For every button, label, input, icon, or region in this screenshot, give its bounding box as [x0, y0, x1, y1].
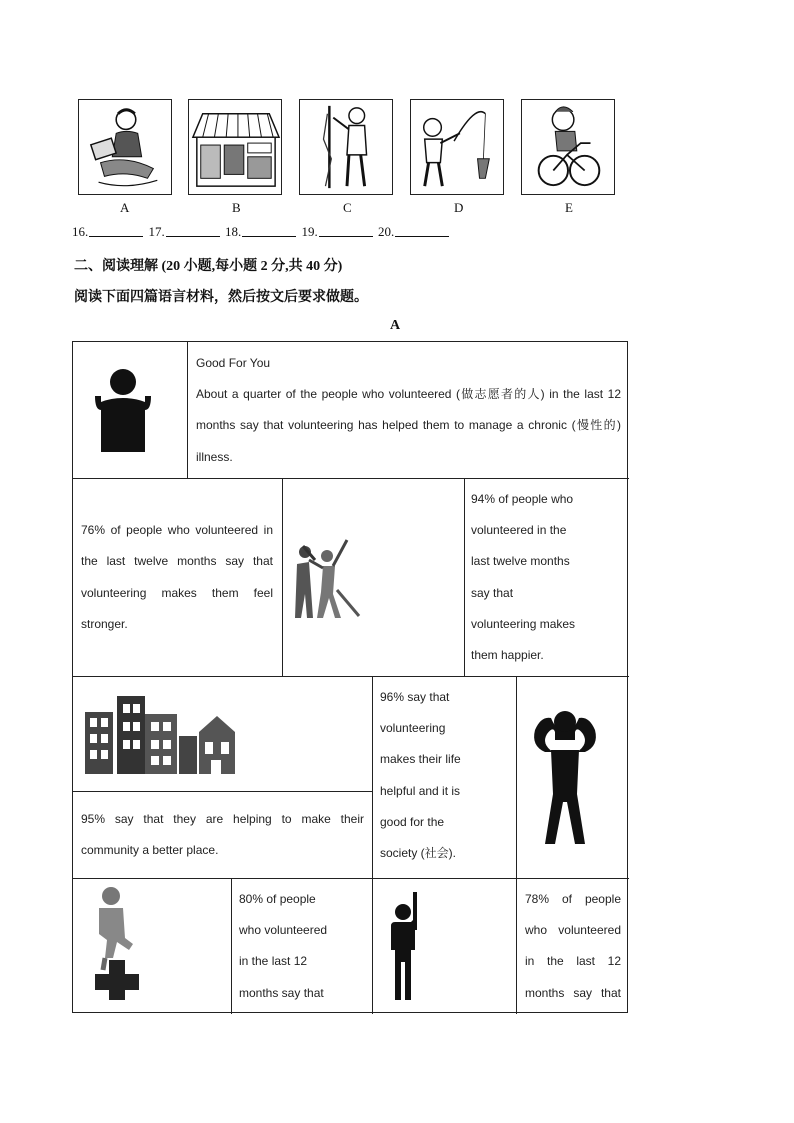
life-line: society (社会). [380, 846, 457, 860]
picture-d [410, 99, 504, 195]
p80-line: in the last 12 [239, 954, 308, 968]
boy-riding-bike-icon [522, 100, 614, 194]
section-title: 二、阅读理解 (20 小题,每小题 2 分,共 40 分) [74, 259, 343, 274]
answer-blank[interactable] [242, 236, 296, 237]
shop-building-icon [189, 100, 281, 194]
man-painting-wall-icon [300, 100, 392, 194]
person-arms-raised-icon [85, 366, 161, 454]
happier-line: volunteered in the [471, 523, 567, 537]
happier-line: volunteering makes [471, 617, 576, 631]
stronger-text: 76% of people who volunteered in the last twelve months say that volunteering makes them feel stronger. [81, 523, 273, 631]
blank-number: 17. [148, 224, 165, 239]
passage-label: A [390, 318, 401, 333]
instruction: 阅读下面四篇语言材料，然后按文后要求做题。 [74, 290, 368, 305]
happier-line: say that [471, 586, 514, 600]
good-for-you-text: About a quarter of the people who volunteered (做志愿者的人) in the last 12 months say that volunteering has helped them to manage a chronic (慢性的) illness. [196, 387, 621, 464]
picture-label-e: E [565, 200, 573, 215]
blank-number: 18. [225, 224, 242, 239]
boy-with-laptop-icon [79, 100, 171, 194]
infographic-table [72, 341, 628, 1013]
good-for-you-title: Good For You [196, 356, 271, 370]
community-text: 95% say that they are helping to make their community a better place. [81, 812, 364, 858]
life-line: volunteering [380, 721, 446, 735]
p78-line: months say that [525, 986, 621, 1000]
blank-number: 20. [378, 224, 395, 239]
happier-line: them happier. [471, 648, 544, 662]
p80-line: months say that [239, 986, 324, 1000]
p78-line: who volunteered [525, 923, 621, 937]
happier-line: 94% of people who [471, 492, 574, 506]
blank-number: 19. [301, 224, 318, 239]
blank-number: 16. [72, 224, 89, 239]
p78-line: in the last 12 [525, 954, 621, 968]
picture-a [78, 99, 172, 195]
life-line: makes their life [380, 752, 461, 766]
life-line: 96% say that [380, 690, 450, 704]
answer-blank[interactable] [319, 236, 373, 237]
picture-label-b: B [232, 200, 241, 215]
p80-line: who volunteered [239, 923, 328, 937]
p78-line: 78% of people [525, 892, 621, 906]
answer-blank[interactable] [166, 236, 220, 237]
life-line: good for the [380, 815, 445, 829]
person-hands-on-head-icon [527, 706, 603, 846]
picture-label-c: C [343, 200, 352, 215]
man-fishing-icon [411, 100, 503, 194]
answer-blanks [72, 224, 451, 240]
life-line: helpful and it is [380, 784, 461, 798]
happier-line: last twelve months [471, 554, 570, 568]
p80-line: 80% of people [239, 892, 316, 906]
city-buildings-icon [83, 692, 239, 778]
picture-e [521, 99, 615, 195]
person-raising-hand-icon [385, 890, 425, 1002]
picture-b [188, 99, 282, 195]
people-stretching-icon [289, 538, 365, 620]
answer-blank[interactable] [395, 236, 449, 237]
person-on-medical-cross-icon [85, 886, 149, 1000]
picture-c [299, 99, 393, 195]
picture-label-a: A [120, 200, 130, 215]
picture-label-d: D [454, 200, 464, 215]
answer-blank[interactable] [89, 236, 143, 237]
